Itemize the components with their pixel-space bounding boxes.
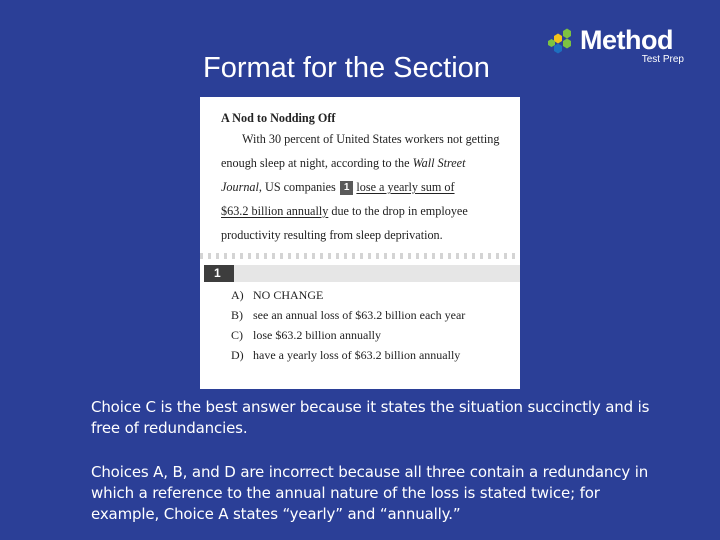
- choice-letter: B): [231, 308, 243, 322]
- logo-wordmark: Method: [580, 25, 673, 55]
- passage-text-italic: Journal: [221, 180, 259, 194]
- cut-divider: [200, 253, 520, 259]
- underlined-text: lose a yearly sum of: [356, 180, 455, 194]
- passage-line: [221, 175, 513, 199]
- passage-text-italic: Wall Street: [412, 156, 466, 170]
- passage: [221, 109, 513, 247]
- answer-choices: [231, 285, 465, 365]
- passage-text: due to the drop in employee: [328, 204, 468, 218]
- choice-letter: C): [231, 328, 243, 342]
- passage-title: A Nod to Nodding Off: [221, 111, 336, 125]
- passage-line: [221, 199, 513, 223]
- answer-choice-b: [231, 305, 465, 325]
- hexagon-logo-icon: [548, 28, 578, 56]
- choice-letter: A): [231, 288, 244, 302]
- method-logo: [548, 24, 698, 70]
- logo-subtitle: Test Prep: [641, 54, 684, 65]
- incorrect-answers-explanation: Choices A, B, and D are incorrect because all three contain a redundancy in which a reference to the annual nature of the loss is stated twice; for example, Choice A states “yearly” and “annually.”: [91, 463, 649, 523]
- answer-choice-d: [231, 345, 465, 365]
- choice-text: NO CHANGE: [253, 288, 324, 302]
- question-number-badge: 1: [204, 265, 234, 282]
- choice-text: see an annual loss of $63.2 billion each year: [253, 308, 466, 322]
- sample-question-panel: [200, 97, 520, 389]
- passage-text: enough sleep at night, according to the: [221, 156, 413, 170]
- question-number-marker: 1: [340, 181, 354, 195]
- question-header-bar: [204, 265, 520, 282]
- choice-text: have a yearly loss of $63.2 billion annually: [253, 348, 461, 362]
- passage-line: With 30 percent of United States workers not getting: [242, 132, 500, 146]
- underlined-text: $63.2 billion annually: [221, 204, 329, 218]
- passage-text: , US companies: [258, 180, 336, 194]
- passage-line: productivity resulting from sleep deprivation.: [221, 228, 443, 242]
- answer-choice-a: [231, 285, 465, 305]
- choice-letter: D): [231, 348, 244, 362]
- slide-title: Format for the Section: [203, 52, 490, 84]
- answer-choice-c: [231, 325, 465, 345]
- choice-text: lose $63.2 billion annually: [253, 328, 381, 342]
- correct-answer-explanation: Choice C is the best answer because it states the situation succinctly and is free of redundancies.: [91, 398, 650, 437]
- passage-line: [221, 151, 513, 175]
